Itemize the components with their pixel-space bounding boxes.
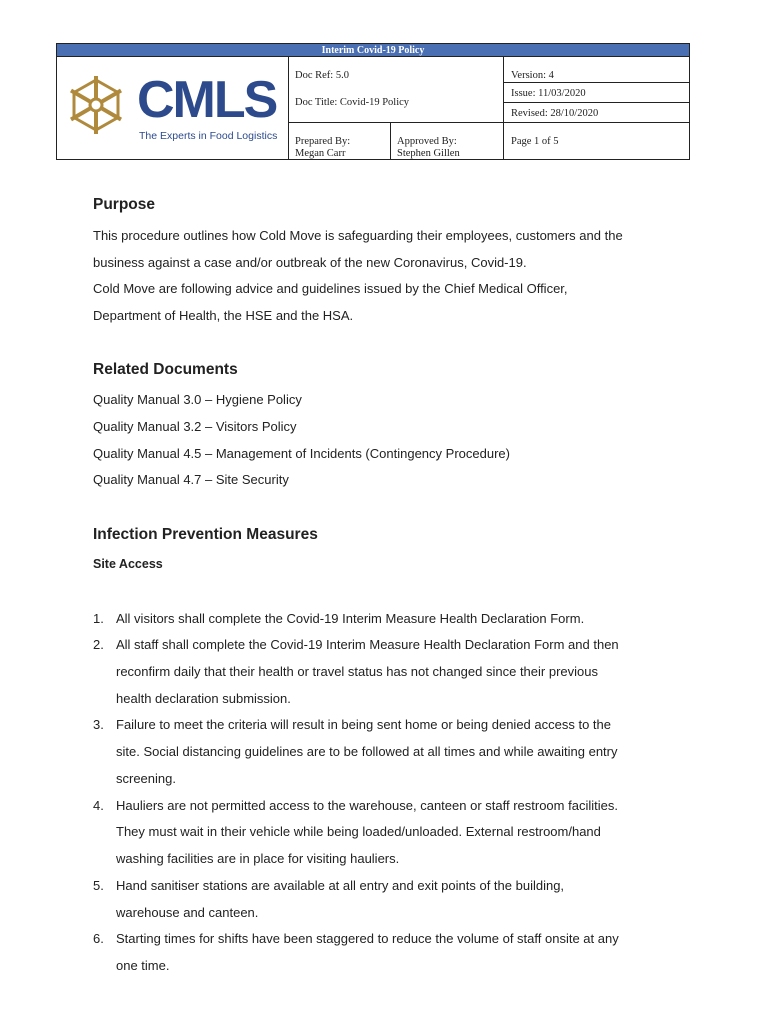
- divider: [503, 82, 690, 83]
- document-header-table: [56, 43, 690, 160]
- doc-ref: Doc Ref: 5.0: [295, 70, 349, 81]
- list-item-text: screening.: [116, 771, 176, 786]
- list-item-text: site. Social distancing guidelines are to be followed at all times and while awaiting entry: [116, 744, 618, 759]
- divider: [503, 57, 504, 160]
- list-item-text: Hauliers are not permitted access to the warehouse, canteen or staff restroom facilities.: [116, 798, 618, 813]
- related-document-item: Quality Manual 4.7 – Site Security: [93, 472, 289, 487]
- purpose-line: Department of Health, the HSE and the HSA.: [93, 308, 354, 323]
- infection-prevention-heading: Infection Prevention Measures: [93, 526, 318, 543]
- list-item-text: warehouse and canteen.: [116, 905, 259, 920]
- related-documents-heading: Related Documents: [93, 361, 238, 378]
- related-document-item: Quality Manual 3.2 – Visitors Policy: [93, 419, 297, 434]
- related-document-item: Quality Manual 3.0 – Hygiene Policy: [93, 392, 302, 407]
- purpose-line: This procedure outlines how Cold Move is safeguarding their employees, customers and the: [93, 228, 623, 243]
- header-title: Interim Covid-19 Policy: [57, 44, 689, 57]
- snowflake-logo-icon: [65, 74, 127, 136]
- revised-date: Revised: 28/10/2020: [511, 108, 599, 119]
- list-item-number: 5.: [93, 878, 104, 893]
- list-item-number: 1.: [93, 611, 104, 626]
- list-item-text: All visitors shall complete the Covid-19 Interim Measure Health Declaration Form.: [116, 611, 585, 626]
- purpose-line: business against a case and/or outbreak of the new Coronavirus, Covid-19.: [93, 255, 527, 270]
- approved-by-name: Stephen Gillen: [397, 148, 460, 159]
- divider: [288, 57, 289, 160]
- related-document-item: Quality Manual 4.5 – Management of Incidents (Contingency Procedure): [93, 446, 510, 461]
- list-item-number: 2.: [93, 637, 104, 652]
- divider: [503, 102, 690, 103]
- list-item-text: health declaration submission.: [116, 691, 291, 706]
- list-item-text: All staff shall complete the Covid-19 Interim Measure Health Declaration Form and then: [116, 637, 619, 652]
- list-item-number: 3.: [93, 717, 104, 732]
- divider: [288, 122, 690, 123]
- list-item-text: They must wait in their vehicle while being loaded/unloaded. External restroom/hand: [116, 824, 601, 839]
- prepared-by-name: Megan Carr: [295, 148, 346, 159]
- list-item-text: Hand sanitiser stations are available at all entry and exit points of the building,: [116, 878, 565, 893]
- purpose-heading: Purpose: [93, 196, 156, 213]
- list-item-text: Failure to meet the criteria will result in being sent home or being denied access to the: [116, 717, 611, 732]
- approved-by-label: Approved By:: [397, 136, 457, 147]
- doc-title: Doc Title: Covid-19 Policy: [295, 97, 410, 108]
- list-item-text: reconfirm daily that their health or travel status has not changed since their previous: [116, 664, 598, 679]
- list-item-number: 6.: [93, 931, 104, 946]
- issue-date: Issue: 11/03/2020: [511, 88, 586, 99]
- list-item-number: 4.: [93, 798, 104, 813]
- list-item-text: Starting times for shifts have been staggered to reduce the volume of staff onsite at any: [116, 931, 619, 946]
- divider: [390, 122, 391, 160]
- version: Version: 4: [511, 70, 554, 81]
- site-access-subheading: Site Access: [93, 557, 163, 571]
- page-number: Page 1 of 5: [511, 136, 559, 147]
- logo-tagline: The Experts in Food Logistics: [139, 130, 278, 142]
- cmls-logo: [65, 68, 287, 148]
- list-item-text: washing facilities are in place for visiting hauliers.: [116, 851, 400, 866]
- list-item-text: one time.: [116, 958, 170, 973]
- logo-wordmark: CMLS: [137, 71, 277, 129]
- purpose-line: Cold Move are following advice and guidelines issued by the Chief Medical Officer,: [93, 281, 568, 296]
- prepared-by-label: Prepared By:: [295, 136, 351, 147]
